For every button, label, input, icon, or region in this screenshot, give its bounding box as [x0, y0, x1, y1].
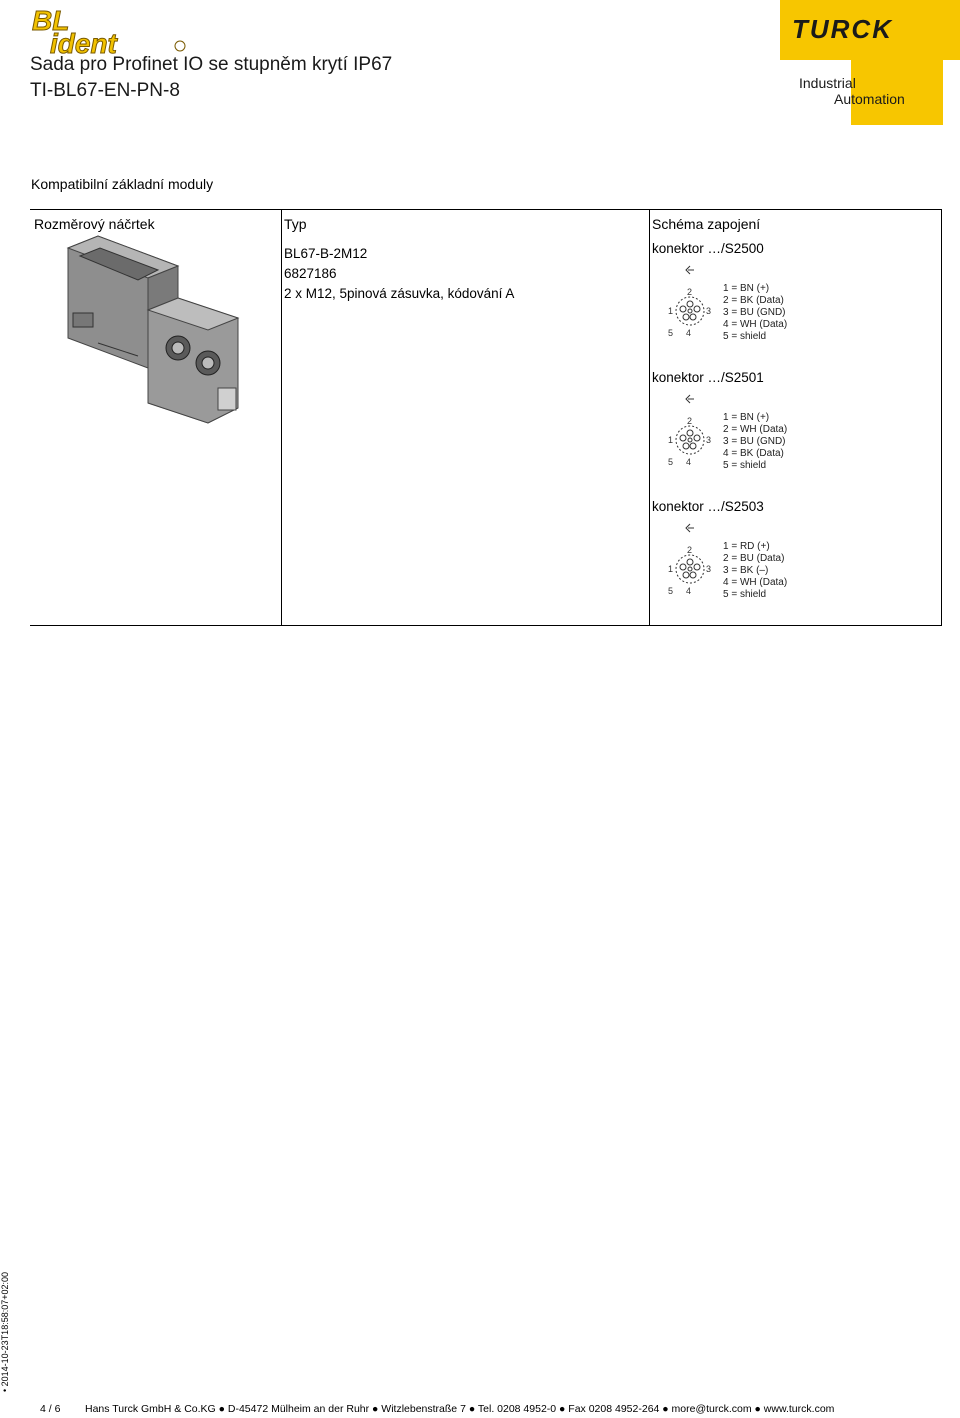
side-timestamp: • 2014-10-23T18:58:07+02:00	[0, 1272, 10, 1392]
pin-number: 2	[687, 416, 693, 426]
document-title: Sada pro Profinet IO se stupněm krytí IP67	[30, 54, 393, 75]
bl-ident-logo	[30, 4, 190, 56]
type-ident-number: 6827186	[284, 266, 337, 281]
m12-pin-diagram-s2503	[664, 520, 724, 600]
turck-brand-name: TURCK	[792, 14, 893, 44]
pin-number: 3	[706, 564, 712, 574]
header-wiring: Schéma zapojení	[652, 216, 761, 232]
pin-assignment-s2503: 1 = RD (+) 2 = BU (Data) 3 = BK (–) 4 = WH (Data) 5 = shield	[723, 541, 788, 600]
m12-pin-diagram-s2501	[664, 391, 724, 471]
header-sketch: Rozměrový náčrtek	[34, 216, 155, 232]
module-sketch-image	[58, 228, 248, 428]
type-code: BL67-B-2M12	[284, 246, 368, 261]
pin-number: 4	[686, 457, 692, 467]
svg-text:BL: BL	[32, 5, 70, 36]
pin-number: 4	[686, 586, 692, 596]
page-number: 4 / 6	[40, 1403, 61, 1415]
pin-number: 5	[668, 586, 674, 596]
brand-line-automation: Automation	[834, 91, 905, 107]
pin-number: 3	[706, 306, 712, 316]
pin-number: 1	[668, 564, 674, 574]
pin-assignment-s2501: 1 = BN (+) 2 = WH (Data) 3 = BU (GND) 4 = BK (Data) 5 = shield	[723, 412, 788, 471]
connector-label-s2501: konektor …/S2501	[652, 370, 764, 385]
svg-text:ident: ident	[50, 28, 117, 56]
header-type: Typ	[284, 216, 307, 232]
brand-line-industrial: Industrial	[799, 75, 856, 91]
connector-label-s2503: konektor …/S2503	[652, 499, 764, 514]
pin-number: 5	[668, 457, 674, 467]
footer-company-info: Hans Turck GmbH & Co.KG ● D-45472 Mülheim an der Ruhr ● Witzlebenstraße 7 ● Tel. 0208 4952-0 ● Fax 0208 4952-264 ● more@turck.com ● www.turck.com	[85, 1403, 835, 1415]
pin-number: 4	[686, 328, 692, 338]
pin-number: 3	[706, 435, 712, 445]
pin-number: 1	[668, 435, 674, 445]
document-subtitle: TI-BL67-EN-PN-8	[30, 80, 180, 101]
m12-pin-diagram-s2500	[664, 262, 724, 342]
table-divider-2	[649, 209, 650, 626]
section-title: Kompatibilní základní moduly	[31, 176, 214, 192]
type-description: 2 x M12, 5pinová zásuvka, kódování A	[284, 286, 515, 301]
pin-number: 5	[668, 328, 674, 338]
pin-assignment-s2500: 1 = BN (+) 2 = BK (Data) 3 = BU (GND) 4 = WH (Data) 5 = shield	[723, 283, 788, 342]
pin-number: 1	[668, 306, 674, 316]
table-divider-1	[281, 209, 282, 626]
pin-number: 2	[687, 287, 693, 297]
pin-number: 2	[687, 545, 693, 555]
connector-label-s2500: konektor …/S2500	[652, 241, 764, 256]
